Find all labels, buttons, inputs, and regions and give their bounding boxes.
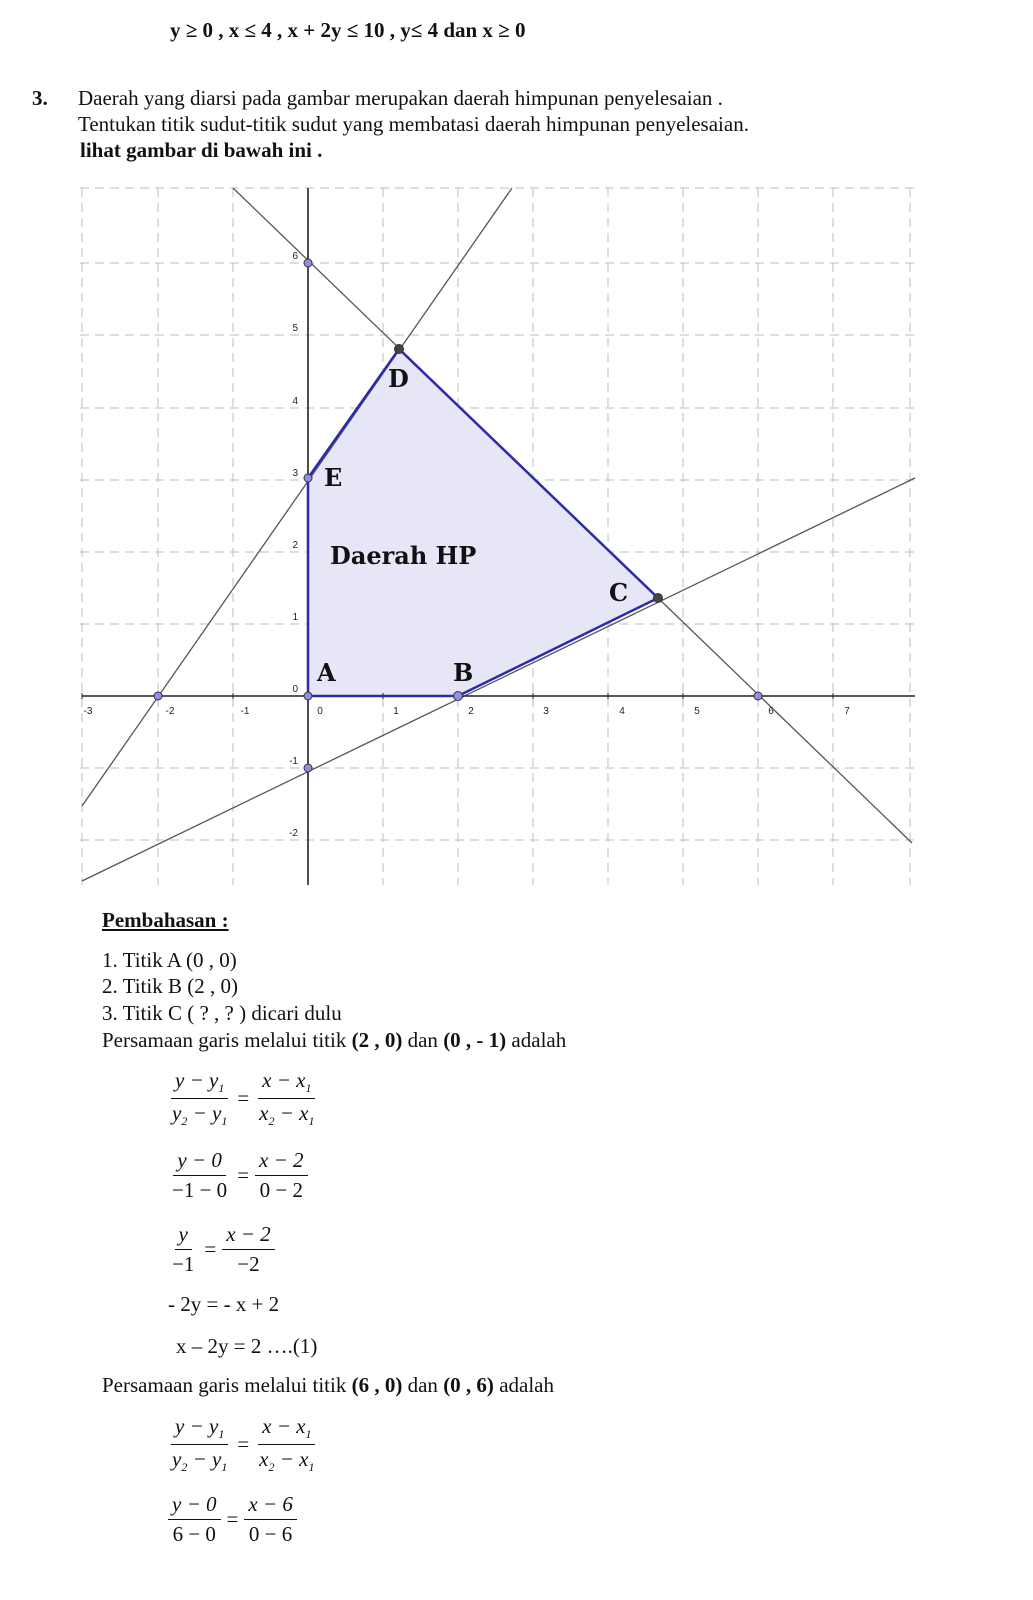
y-tick-label: 0 [292, 684, 298, 695]
vertex-label-e: E [324, 463, 343, 492]
point-1: (6 , 0) [351, 1373, 403, 1397]
fraction [168, 1148, 231, 1203]
numerator: y − 0 [168, 1492, 221, 1520]
denominator: 0 − 2 [259, 1178, 303, 1202]
y-tick-label: 1 [292, 612, 298, 623]
region-label: Daerah HP [330, 541, 477, 570]
equation-step-2: $\frac{y - 0}{-1 - 0}$ = $\frac{x - 2}{0 - 2}$ [168, 1148, 308, 1203]
solution-heading: Pembahasan : [102, 908, 229, 932]
point-a [304, 692, 312, 700]
numerator: x − 6 [244, 1492, 297, 1520]
x-tick-label: 2 [468, 706, 474, 717]
intro-mid: dan [402, 1028, 444, 1052]
solution-region [308, 349, 658, 696]
x-tick-label: 1 [393, 706, 399, 717]
equation-general-a: $\frac{y - y_1}{y_2 - y_1}$ = $\frac{x - x_1}{x_2 - x_1}$ [168, 1068, 319, 1129]
denominator: −2 [237, 1252, 260, 1276]
problem-number: 3. [32, 86, 48, 110]
solution-item-3: 3. Titik C ( ? , ? ) dicari dulu [102, 1001, 342, 1025]
solution-item-1: 1. Titik A (0 , 0) [102, 948, 237, 972]
y-tick-label: 2 [292, 540, 298, 551]
equation-step-5: x – 2y = 2 ….(1) [176, 1334, 318, 1358]
point-x-intercept-6 [754, 692, 762, 700]
equation-step-4: - 2y = - x + 2 [168, 1292, 280, 1316]
problem-line-3: lihat gambar di bawah ini . [80, 138, 323, 162]
numerator: x − 2 [255, 1148, 308, 1176]
numerator: y [175, 1222, 192, 1250]
numerator: y − y [175, 1068, 219, 1092]
y-tick-label: -1 [289, 756, 298, 767]
x-tick-label: -3 [83, 706, 93, 717]
numerator: y − 0 [173, 1148, 226, 1176]
intro-prefix: Persamaan garis melalui titik [102, 1028, 352, 1052]
fraction [168, 1222, 198, 1277]
intro-prefix: Persamaan garis melalui titik [102, 1373, 352, 1397]
denominator: $y_2 - y_1$ [172, 1447, 228, 1475]
line-equation-intro-b [102, 1373, 554, 1398]
fraction [244, 1492, 297, 1547]
y-tick-label: 3 [292, 468, 298, 479]
line-equation-intro-a [102, 1028, 566, 1053]
point-x-intercept-neg2 [154, 692, 162, 700]
fraction [255, 1148, 308, 1203]
intro-mid: dan [402, 1373, 444, 1397]
numerator: x − 2 [222, 1222, 275, 1250]
constraints-line: y ≥ 0 , x ≤ 4 , x + 2y ≤ 10 , y≤ 4 dan x ≥ 0 [170, 18, 526, 42]
fraction: $\frac{y - y_1}{y_2 - y_1}$ [172, 1414, 228, 1475]
x-tick-label: 4 [619, 706, 625, 717]
denominator: 0 − 6 [248, 1522, 293, 1546]
vertex-label-b: B [453, 658, 474, 687]
denominator: −1 [172, 1252, 195, 1276]
numerator: x − x [262, 1414, 306, 1438]
vertex-label-c: C [609, 578, 629, 607]
point-y-intercept-6 [304, 259, 312, 267]
equation-general-b: $\frac{y - y_1}{y_2 - y_1}$ = $\frac{x - x_1}{x_2 - x_1}$ [168, 1414, 319, 1475]
fraction: $\frac{y - y_1}{y_2 - y_1}$ [172, 1068, 228, 1129]
intro-suffix: adalah [506, 1028, 567, 1052]
point-2: (0 , 6) [443, 1373, 494, 1397]
x-tick-label: 7 [844, 706, 850, 717]
point-d [395, 345, 404, 354]
fraction [168, 1492, 221, 1547]
x-tick-label: 3 [543, 706, 549, 717]
point-b [454, 692, 463, 701]
x-tick-label: 0 [317, 706, 323, 717]
point-y-intercept-neg1 [304, 764, 312, 772]
solution-item-2: 2. Titik B (2 , 0) [102, 974, 238, 998]
point-1: (2 , 0) [351, 1028, 403, 1052]
denominator: $x_2 - x_1$ [259, 1447, 315, 1475]
y-tick-label: 6 [292, 251, 298, 262]
numerator: y − y [175, 1414, 219, 1438]
x-tick-label: -2 [165, 706, 175, 717]
fraction: $\frac{x - x_1}{x_2 - x_1}$ [259, 1414, 315, 1475]
point-c [654, 594, 663, 603]
denominator: −1 − 0 [172, 1178, 228, 1202]
vertex-label-a: A [317, 658, 336, 687]
y-tick-label: -2 [289, 828, 298, 839]
point-2: (0 , - 1) [443, 1028, 507, 1052]
vertex-label-d: D [388, 364, 409, 393]
problem-line-2: Tentukan titik sudut-titik sudut yang membatasi daerah himpunan penyelesaian. [78, 112, 749, 136]
intro-suffix: adalah [493, 1373, 554, 1397]
denominator: 6 − 0 [172, 1522, 216, 1546]
x-tick-label: 5 [694, 706, 700, 717]
fraction: $\frac{x - x_1}{x_2 - x_1}$ [259, 1068, 315, 1129]
y-tick-label: 5 [292, 323, 298, 334]
numerator: x − x [262, 1068, 306, 1092]
x-tick-label: -1 [240, 706, 250, 717]
y-tick-label: 4 [292, 396, 298, 407]
equation-step-7: $\frac{y - 0}{6 - 0}$ = $\frac{x - 6}{0 - 6}$ [168, 1492, 297, 1547]
denominator: $x_2 - x_1$ [259, 1101, 315, 1129]
fraction [222, 1222, 275, 1277]
equation-step-3: $\frac{y}{-1}$ = $\frac{x - 2}{-2}$ [168, 1222, 275, 1277]
denominator: $y_2 - y_1$ [172, 1101, 228, 1129]
x-tick-label: 6 [768, 706, 774, 717]
problem-line-1: Daerah yang diarsi pada gambar merupakan daerah himpunan penyelesaian . [78, 86, 723, 110]
point-e [304, 474, 312, 482]
